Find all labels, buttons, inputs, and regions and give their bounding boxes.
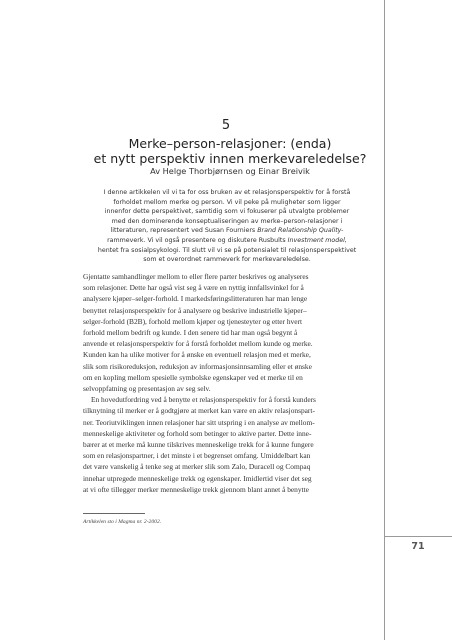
footnote: Artikkelen sto i Magma nr. 2-2002. [83, 519, 162, 525]
body-line: analysere kjøper–selger-forhold. I markedsføringslitteraturen har man lenge [83, 294, 308, 304]
abstract-line: innenfor dette perspektivet, samtidig som vi fokuserer på utvalgte problemer [104, 208, 350, 216]
body-line: selger-forhold (B2B), forhold mellom kjøper og tjenesteyter og etter hvert [83, 316, 303, 326]
body-line: anvende et relasjonsperspektiv for å forstå forholdet mellom kunde og merke. [83, 339, 313, 349]
body-text [83, 271, 370, 495]
body-line: innehar utpregede menneskelige trekk og egenskaper. Imidlertid viser det seg [83, 473, 312, 483]
body-line: slik som risikoreduksjon, reduksjon av informasjonsinnsamling eller et ønske [83, 361, 312, 371]
body-line: som relasjoner. Dette har også vist seg å være en nyttig innfallsvinkel for å [83, 283, 304, 293]
abstract-line-text: rammeverk. Vi vil også presentere og diskutere Rusbults [107, 236, 288, 244]
abstract-line: hentet fra sosialpsykologi. Til slutt vil vi se på potensialet til relasjonsperspektivet [97, 246, 357, 254]
body-line: benyttet relasjonsperspektiv for å analysere og beskrive industrielle kjøper– [83, 305, 307, 315]
page-number: 71 [411, 541, 425, 552]
body-line: det være vanskelig å tenke seg at merker slik som Zalo, Duracell og Compaq [83, 462, 311, 472]
abstract-line [88, 236, 366, 246]
body-line: at vi ofte tillegger merker menneskelige trekk gjennom blant annet å benytte [83, 484, 309, 494]
body-line: ner. Teoriutviklingen innen relasjoner har sitt utspring i en analyse av mellom- [83, 417, 315, 427]
chapter-number: 5 [221, 118, 231, 133]
body-line: som en relasjonspartner, i det minste i et begrenset omfang. Umiddelbart kan [83, 451, 311, 461]
body-line: Kunden kan ha ulike motiver for å ønske en eventuell relasjon med et merke, [83, 350, 311, 360]
margin-horizontal-rule [384, 536, 452, 537]
abstract-line: som et overordnet rammeverk for merkevareledelse. [143, 256, 311, 264]
abstract-line: med den dominerende konseptualiseringen av merke–person-relasjoner i [111, 217, 343, 225]
abstract-line-text: litteraturen, representert ved Susan Fourniers [110, 227, 258, 235]
abstract-line [88, 226, 366, 236]
rusbult-model-name: Investment model, [287, 236, 347, 244]
abstract [88, 188, 366, 265]
margin-vertical-rule [384, 0, 385, 640]
body-line: tilknytning til merker er å godtgjøre at merket kan være en aktiv relasjonspart- [83, 406, 315, 416]
abstract-line: I denne artikkelen vil vi ta for oss bruken av et relasjonsperspektiv for å forstå [103, 189, 351, 196]
chapter-title-line: et nytt perspektiv innen merkevareledelse? [93, 151, 367, 166]
chapter-authors: Av Helge Thorbjørnsen og Einar Breivik [150, 166, 310, 176]
fournier-model-name: Brand Relationship Quality- [257, 227, 344, 235]
body-line: menneskelige aktiviteter og forhold som betinger to aktive parter. Dette inne- [83, 428, 312, 438]
body-line: selvoppfatning og presentasjon av seg selv. [83, 384, 211, 394]
chapter-title [60, 136, 400, 166]
footnote-rule [83, 513, 145, 514]
abstract-line: forholdet mellom merke og person. Vi vil peke på muligheter som ligger [113, 198, 341, 206]
body-line: Gjentatte samhandlinger mellom to eller flere parter beskrives og analyseres [83, 272, 309, 281]
body-line: forhold mellom bedrift og kunde. I den senere tid har man også begynt å [83, 328, 298, 338]
body-line: bærer at et merke må kunne tilskrives menneskelige trekk for å kunne fungere [83, 440, 314, 450]
chapter-title-line: Merke–person-relasjoner: (enda) [128, 136, 332, 151]
body-line: om en kopling mellom spesielle symbolske egenskaper ved et merke til en [83, 372, 303, 382]
body-line: En hovedutfordring ved å benytte et relasjonsperspektiv for å forstå kunders [91, 395, 316, 405]
